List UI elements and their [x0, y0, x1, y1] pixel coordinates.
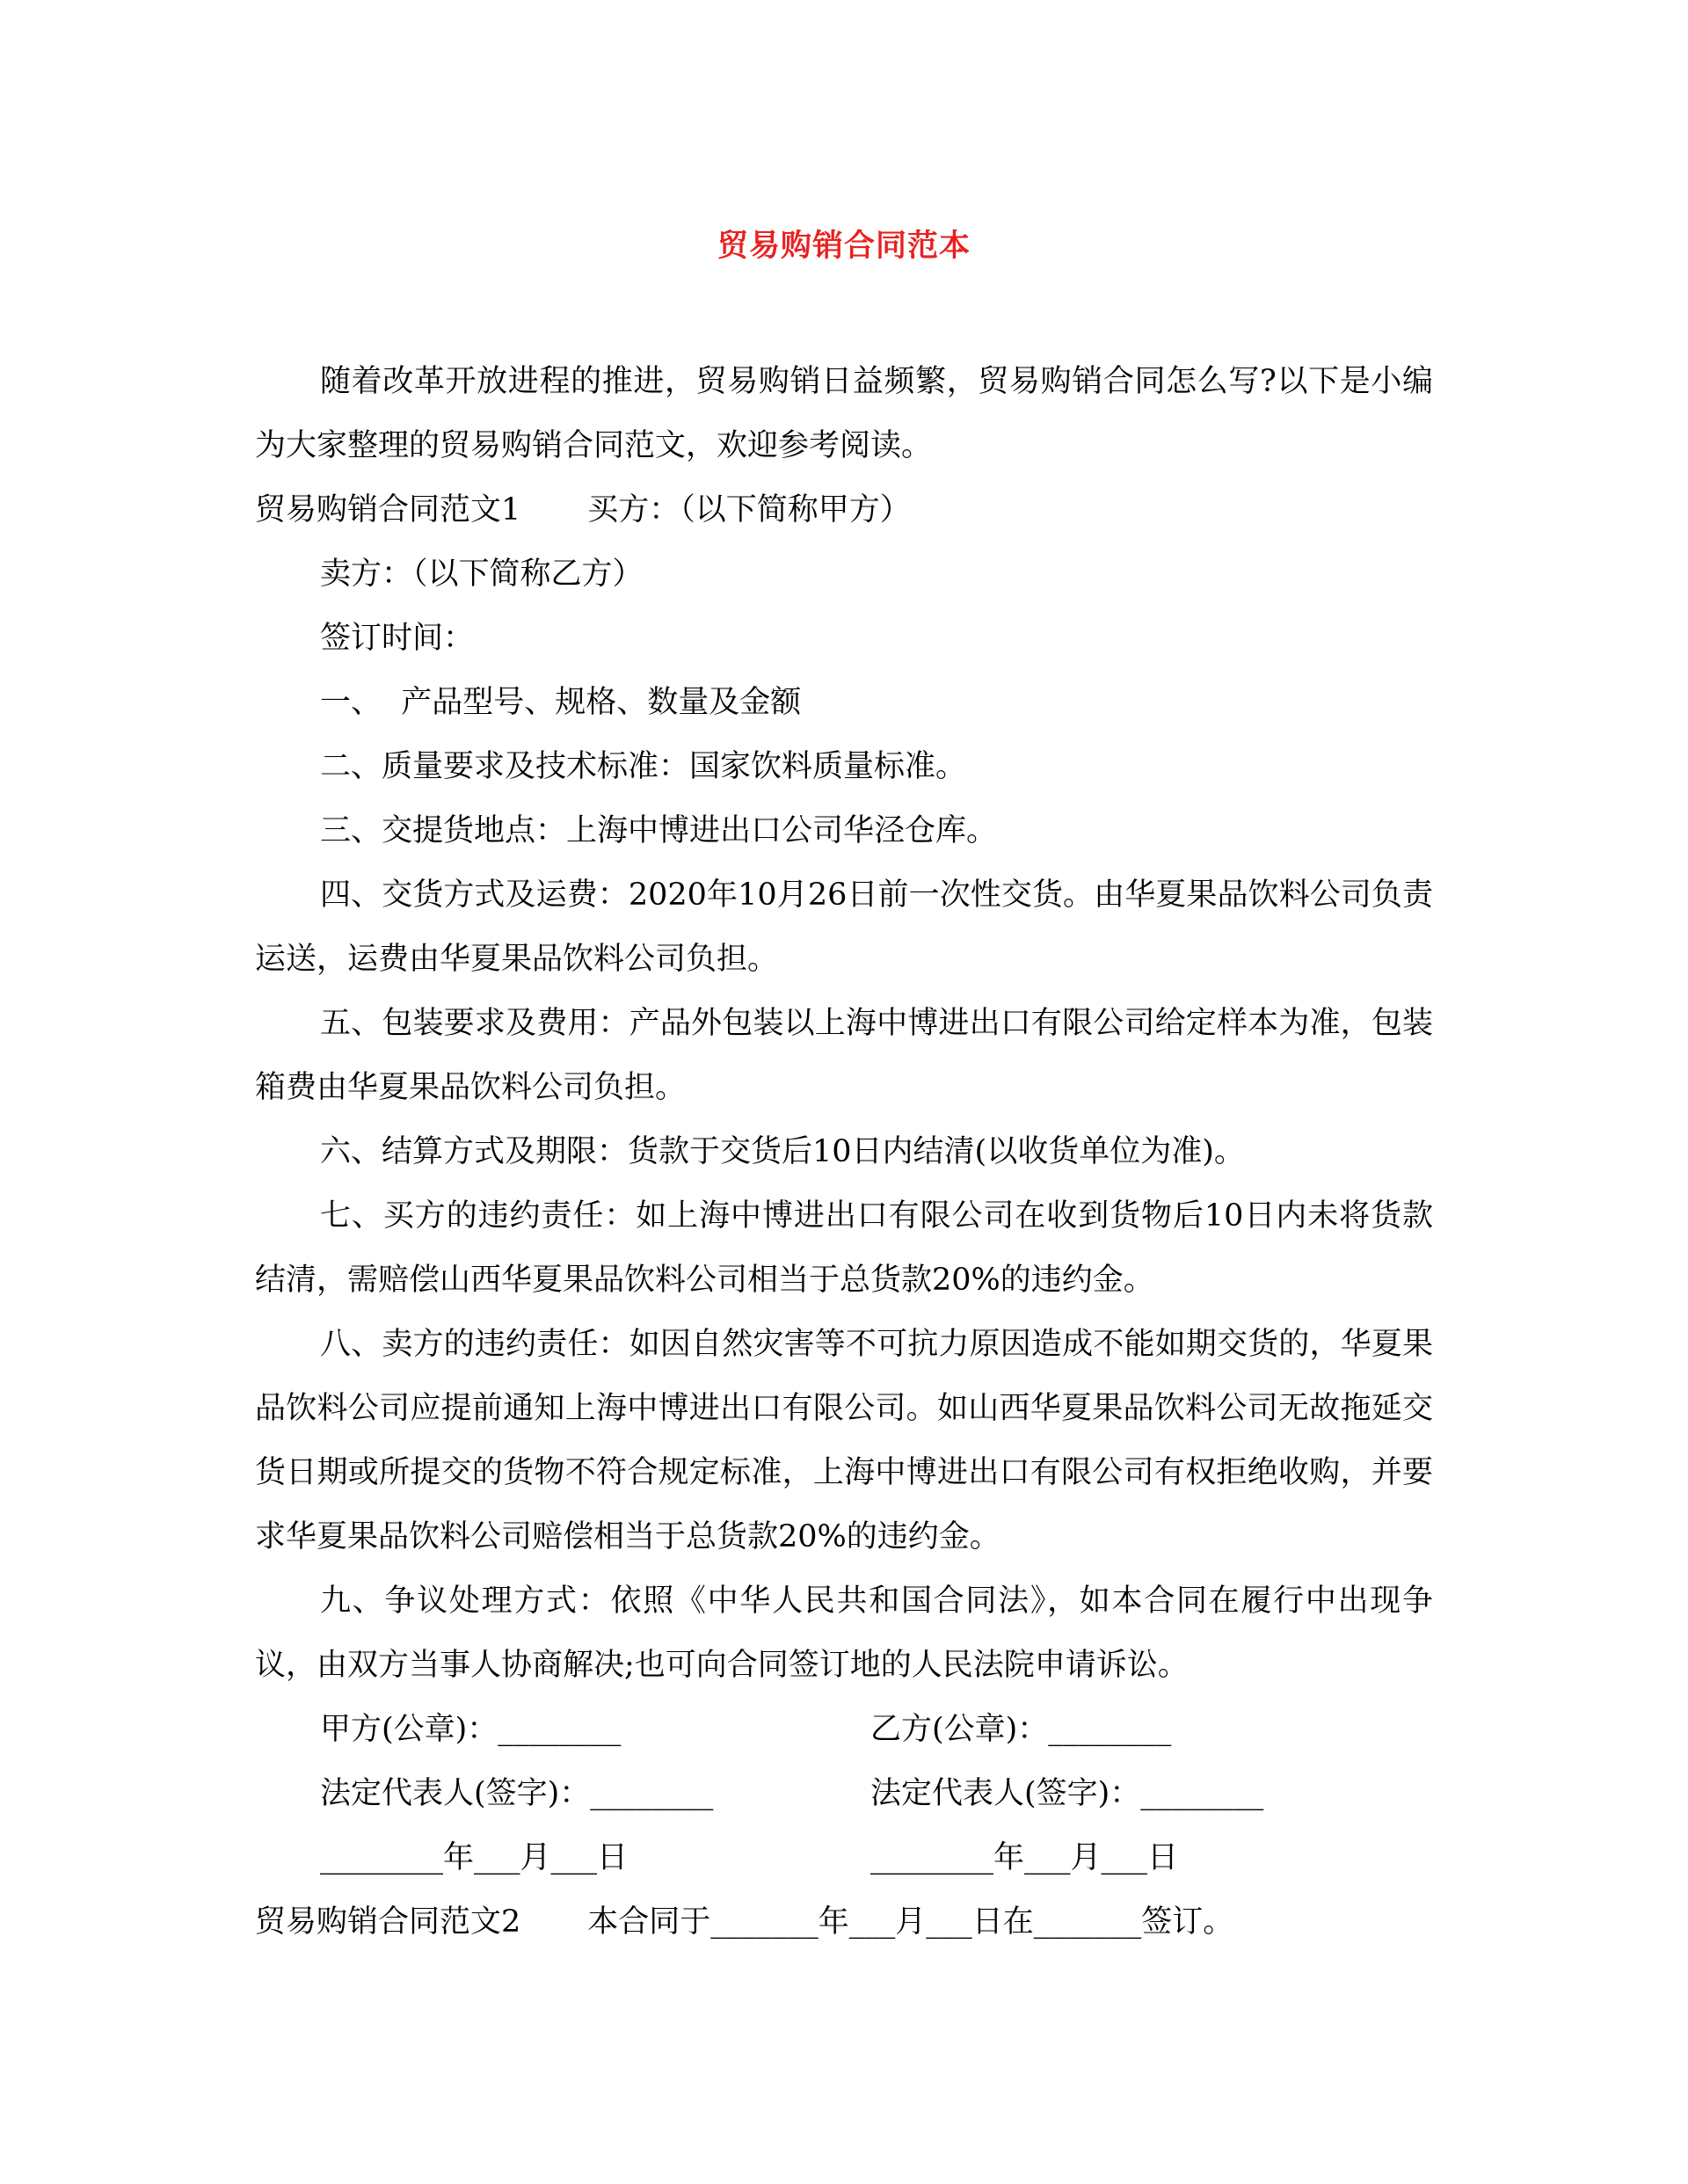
- clause-5: 五、包装要求及费用：产品外包装以上海中博进出口有限公司给定样本为准，包装箱费由华夏果品饮料公司负担。: [255, 1006, 1433, 1105]
- clause-1: 一、 产品型号、规格、数量及金额: [320, 685, 802, 720]
- document-body: [255, 350, 1433, 1955]
- signature-date-row: [255, 1826, 1433, 1890]
- clause-8: 八、卖方的违约责任：如因自然灾害等不可抗力原因造成不能如期交货的，华夏果品饮料公司应提前通知上海中博进出口有限公司。如山西华夏果品饮料公司无故拖延交货日期或所提交的货物不符合规定标准，上海中博进出口有限公司有权拒绝收购，并要求华夏果品饮料公司赔偿相当于总货款20%的违约金。: [255, 1327, 1433, 1554]
- clause-3: 三、交提货地点：上海中博进出口公司华泾仓库。: [320, 813, 998, 848]
- document-title: 贸易购销合同范本: [717, 228, 971, 264]
- clause-7: 七、买方的违约责任：如上海中博进出口有限公司在收到货物后10日内未将货款结清，需赔偿山西华夏果品饮料公司相当于总货款20%的违约金。: [255, 1198, 1433, 1298]
- party-a-date: ________年___月___日: [320, 1840, 629, 1875]
- sample1-heading: 贸易购销合同范文1: [255, 492, 521, 528]
- signature-seal-row: [255, 1698, 1433, 1762]
- intro-paragraph: 随着改革开放进程的推进，贸易购销日益频繁，贸易购销合同怎么写?以下是小编为大家整理的贸易购销合同范文，欢迎参考阅读。: [255, 364, 1433, 463]
- buyer-line: 买方：（以下简称甲方）: [587, 492, 911, 528]
- clause-6: 六、结算方式及期限：货款于交货后10日内结清(以收货单位为准)。: [320, 1134, 1245, 1169]
- sample2-heading: 贸易购销合同范文2: [255, 1904, 521, 1940]
- party-a-seal: 甲方(公章)：________: [320, 1712, 622, 1747]
- signature-rep-row: [255, 1762, 1433, 1826]
- seller-line: 卖方：（以下简称乙方）: [320, 557, 644, 592]
- party-b-date: ________年___月___日: [870, 1840, 1179, 1875]
- sample2-text: 本合同于_______年___月___日在_______签订。: [587, 1904, 1234, 1940]
- clause-4: 四、交货方式及运费：2020年10月26日前一次性交货。由华夏果品饮料公司负责运送，运费由华夏果品饮料公司负担。: [255, 877, 1433, 977]
- sign-time-line: 签订时间：: [320, 621, 475, 656]
- sample1-heading-line: [255, 478, 1433, 542]
- party-b-seal: 乙方(公章)：________: [870, 1712, 1172, 1747]
- party-b-representative: 法定代表人(签字)：________: [870, 1776, 1264, 1811]
- clause-9: 九、争议处理方式：依照《中华人民共和国合同法》，如本合同在履行中出现争议，由双方当事人协商解决;也可向合同签订地的人民法院申请诉讼。: [255, 1583, 1433, 1683]
- clause-2: 二、质量要求及技术标准：国家饮料质量标准。: [320, 749, 967, 784]
- party-a-representative: 法定代表人(签字)：________: [320, 1776, 714, 1811]
- sample2-heading-line: [255, 1890, 1433, 1955]
